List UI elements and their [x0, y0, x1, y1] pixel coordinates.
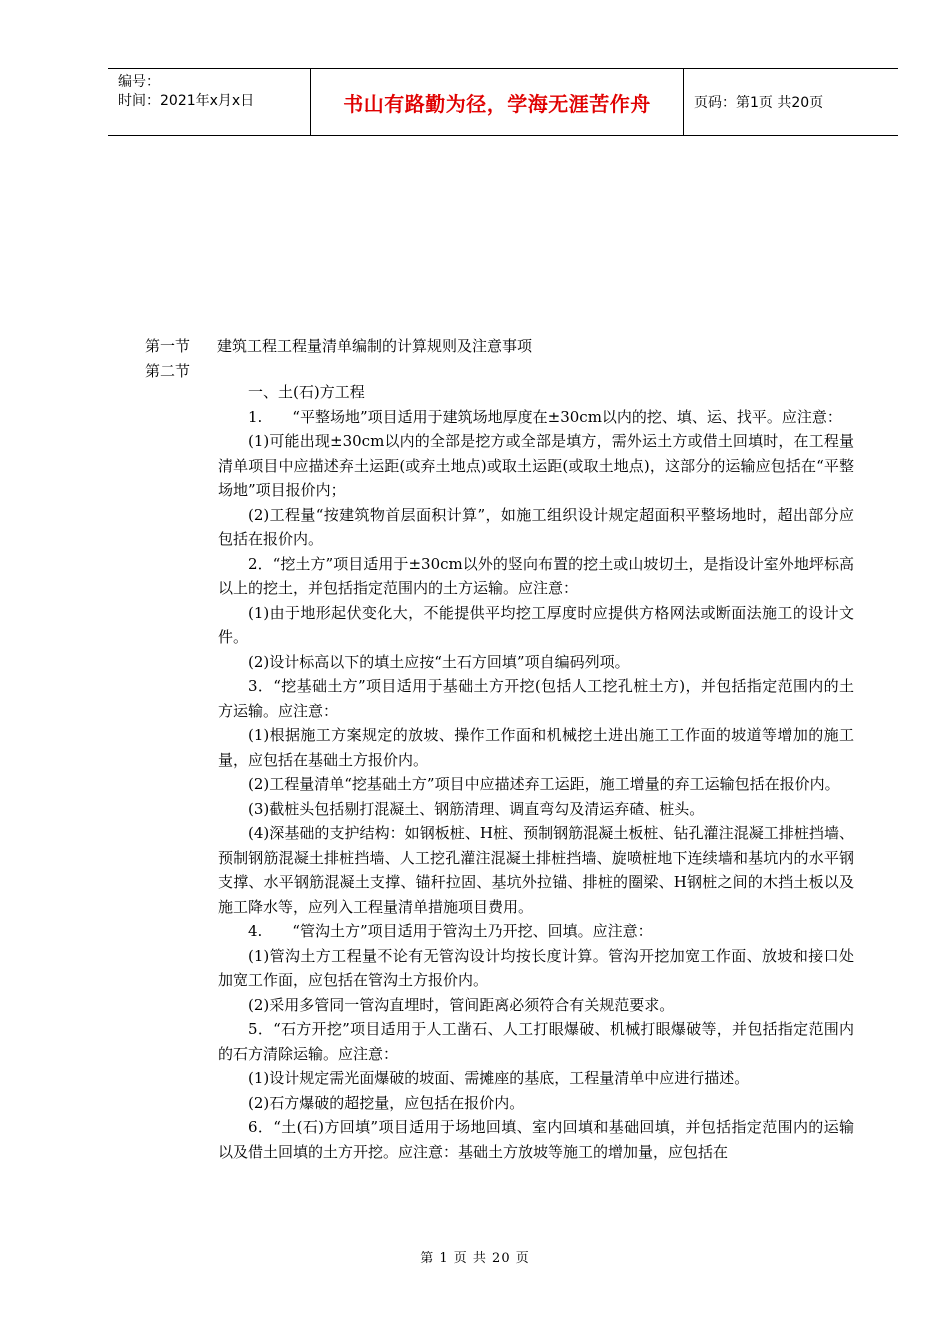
- section-heading-2: [145, 361, 217, 381]
- section-title: 建筑工程工程量清单编制的计算规则及注意事项: [217, 337, 533, 355]
- paragraph: (1)根据施工方案规定的放坡、操作工作面和机械挖土进出施工工作面的坡道等增加的施工量，应包括在基础土方报价内。: [218, 726, 854, 769]
- paragraph: 5．“石方开挖”项目适用于人工凿石、人工打眼爆破、机械打眼爆破等，并包括指定范围内的石方清除运输。应注意：: [218, 1020, 854, 1063]
- header-motto: 书山有路勤为径，学海无涯苦作舟: [310, 69, 684, 135]
- section-number: 第一节: [145, 337, 191, 355]
- paragraph: 1. “平整场地”项目适用于建筑场地厚度在±30cm以内的挖、填、运、找平。应注意：: [248, 407, 842, 426]
- paragraph: (1)可能出现±30cm以内的全部是挖方或全部是填方，需外运土方或借土回填时，在工程量清单项目中应描述弃土运距(或弃土地点)或取土运距(或取土地点)，这部分的运输应包括在“平整场地”项目报价内；: [218, 432, 854, 499]
- section-number: 第二节: [145, 362, 191, 380]
- page-header: [108, 68, 898, 136]
- paragraph: (4)深基础的支护结构：如钢板桩、H桩、预制钢筋混凝土板桩、钻孔灌注混凝工排桩挡墙、预制钢筋混凝土排桩挡墙、人工挖孔灌注混凝土排桩挡墙、旋喷桩地下连续墙和基坑内的水平钢支撑、水平钢筋混凝土支撑、锚秆拉固、基坑外拉锚、排桩的圈梁、H钢桩之间的木挡土板以及施工降水等，应列入工程量清单措施项目费用。: [218, 824, 854, 916]
- section-heading-1: [145, 336, 532, 356]
- paragraph: (1)设计规定需光面爆破的坡面、需摊座的基底，工程量清单中应进行描述。: [248, 1069, 750, 1087]
- paragraph: (2)石方爆破的超挖量，应包括在报价内。: [248, 1093, 525, 1112]
- header-page-info: 页码：第1页 共20页: [694, 95, 824, 111]
- paragraph: 6．“土(石)方回填”项目适用于场地回填、室内回填和基础回填，并包括指定范围内的运输以及借土回填的土方开挖。应注意：基础土方放坡等施工的增加量，应包括在: [218, 1118, 854, 1161]
- subsection-title: 一、土(石)方工程: [248, 383, 365, 401]
- paragraph: (2)工程量“按建筑物首层面积计算”，如施工组织设计规定超面积平整场地时，超出部分应包括在报价内。: [218, 505, 854, 548]
- header-meta: [108, 69, 310, 135]
- paragraph: (1)由于地形起伏变化大，不能提供平均挖工厚度时应提供方格网法或断面法施工的设计文件。: [218, 603, 854, 646]
- paragraph: (1)管沟土方工程量不论有无管沟设计均按长度计算。管沟开挖加宽工作面、放坡和接口处加宽工作面，应包括在管沟土方报价内。: [218, 946, 854, 989]
- paragraph: 4. “管沟土方”项目适用于管沟土乃开挖、回填。应注意：: [248, 922, 653, 940]
- paragraph: (3)截桩头包括剔打混凝土、钢筋清理、调直弯勾及清运弃碴、桩头。: [248, 799, 705, 818]
- page-footer: 第 1 页 共 20 页: [420, 1251, 530, 1266]
- paragraph: (2)设计标高以下的填土应按“土石方回填”项自编码列项。: [248, 652, 630, 671]
- paragraph: (2)采用多管同一管沟直埋时，管间距离必须符合有关规范要求。: [248, 995, 675, 1014]
- paragraph: 3．“挖基础土方”项目适用于基础土方开挖(包括人工挖孔桩土方)，并包括指定范围内的土方运输。应注意：: [218, 677, 854, 720]
- paragraph: (2)工程量清单“挖基础土方”项目中应描述弃工运距，施工增量的弃工运输包括在报价内。: [248, 775, 840, 793]
- paragraph: 2．“挖土方”项目适用于±30cm以外的竖向布置的挖土或山坡切土，是指设计室外地坪标高以上的挖土，并包括指定范围内的土方运输。应注意：: [218, 554, 854, 597]
- body-text: [218, 380, 854, 1164]
- serial-label: 编号：: [118, 74, 160, 90]
- time-label: 时间：2021年x月x日: [118, 93, 255, 109]
